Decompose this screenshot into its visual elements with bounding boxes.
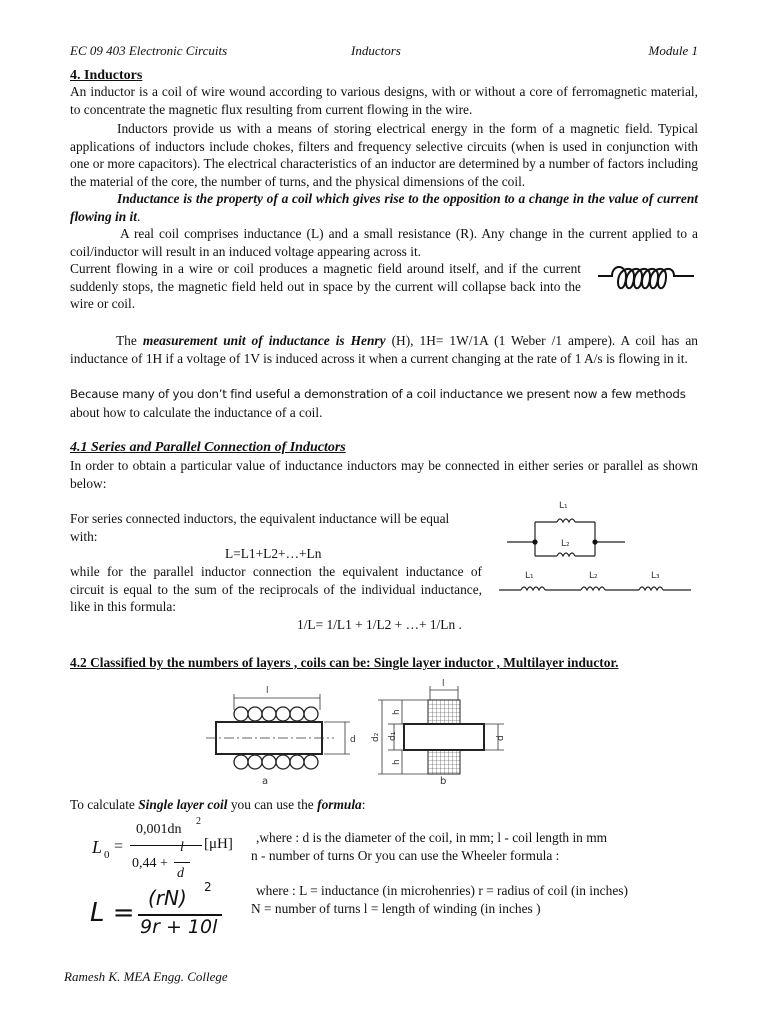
svg-text:h: h — [392, 759, 402, 765]
svg-text:a: a — [262, 776, 269, 787]
header-module: Module 1 — [648, 43, 698, 58]
paragraph-definition-inductor: An inductor is a coil of wire wound according to various designs, with or without a core of ferromagnetic material, to concentrate the magnetic flux resulting from current flowing in the wire. — [70, 84, 698, 117]
formula2-where-line1: where : L = inductance (in microhenries) r = radius of coil (in inches) — [256, 883, 628, 898]
svg-text:h: h — [392, 709, 402, 715]
svg-text:d₂: d₂ — [371, 732, 381, 742]
formula-intro: To calculate Single layer coil you can use the formula: — [70, 797, 366, 812]
svg-text:d: d — [350, 735, 356, 745]
wheeler-formula: L = (rN) 2 9r + 10l — [88, 886, 238, 944]
svg-text:l: l — [266, 686, 269, 696]
svg-text:b: b — [440, 776, 447, 787]
paragraph-real-coil: A real coil comprises inductance (L) and a small resistance (R). Any change in the current applied to a coil/inductor will result in an induced voltage appearing across it. — [70, 226, 698, 259]
svg-text:L₁: L₁ — [559, 501, 568, 511]
paragraph-henry-unit: The measurement unit of inductance is Henry (H), 1H= 1W/1A (1 Weber /1 ampere). A coil has an inductance of 1H if a voltage of 1V is induced across it when a current changing at the rate of 1 A/s is flowing in it. — [70, 333, 698, 366]
section-4-2-title: 4.2 Classified by the numbers of layers , coils can be: Single layer inductor , Multilayer inductor. — [70, 655, 619, 670]
paragraph-series-equivalent: For series connected inductors, the equivalent inductance will be equal with: — [70, 511, 450, 544]
paragraph-inductor-applications: Inductors provide us with a means of storing electrical energy in the form of a magnetic field. Typical applications of inductors include chokes, filters and frequency selective circuits (when is used in conjunction with one or more capacitors). The electrical characteristics of an inductor are determined by a number of factors including the material of the core, the number of turns, and the physical dimensions of the coil. — [70, 121, 698, 189]
svg-text:L₃: L₃ — [651, 571, 660, 581]
svg-text:L₁: L₁ — [525, 571, 534, 581]
svg-text:l: l — [442, 679, 445, 689]
formula1-where-line1: ,where : d is the diameter of the coil, in mm; l - coil length in mm — [256, 830, 608, 845]
single-layer-formula: L 0 = 0,001dn 2 l 0,44 + d [μH] — [92, 816, 233, 881]
coil-symbol-icon — [596, 262, 696, 294]
section-4-1-title: 4.1 Series and Parallel Connection of Inductors — [70, 440, 346, 455]
paragraph-calculation-methods: Because many of you don’t find useful a demonstration of a coil inductance we present now a few methods about how to calculate the inductance of a coil. — [70, 387, 686, 420]
formula-series: L=L1+L2+…+Ln — [225, 546, 322, 561]
paragraph-inductance-definition: Inductance is the property of a coil which gives rise to the opposition to a change in the value of current flowing in it. — [70, 191, 698, 224]
svg-text:d₁: d₁ — [388, 731, 398, 741]
formula-parallel: 1/L= 1/L1 + 1/L2 + …+ 1/Ln . — [297, 617, 462, 632]
page-header — [70, 43, 698, 61]
inductor-connection-diagram — [495, 494, 695, 606]
section-4-title: 4. Inductors — [70, 68, 143, 83]
coil-layers-figure — [200, 680, 520, 790]
header-course: EC 09 403 Electronic Circuits — [70, 43, 228, 58]
formula1-where-line2: n - number of turns Or you can use the Wheeler formula : — [251, 848, 560, 863]
paragraph-magnetic-field: Current flowing in a wire or coil produces a magnetic field around itself, and if the current suddenly stops, the magnetic field held out in space by the current will collapse back into the wire or coil. — [70, 261, 581, 312]
svg-text:L₂: L₂ — [561, 539, 570, 549]
header-topic: Inductors — [351, 43, 401, 58]
formula2-where-line2: N = number of turns l = length of winding (in inches ) — [251, 901, 541, 916]
svg-text:L₂: L₂ — [589, 571, 598, 581]
svg-text:d: d — [496, 735, 506, 741]
paragraph-series-parallel-intro: In order to obtain a particular value of inductance inductors may be connected in either series or parallel as shown below: — [70, 458, 698, 491]
page-footer: Ramesh K. MEA Engg. College — [64, 969, 228, 984]
paragraph-parallel-equivalent: while for the parallel inductor connection the equivalent inductance of circuit is equal to the sum of the reciprocals of the individual inductance, like in this formula: — [70, 564, 482, 615]
